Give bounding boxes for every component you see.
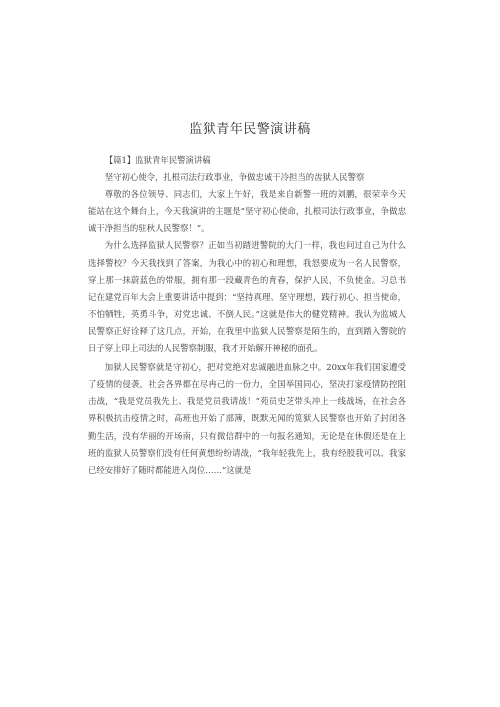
- document-title: 监狱青年民警演讲稿: [189, 122, 311, 137]
- document-body: [88, 152, 406, 479]
- paragraph-2: 尊敬的各位领导、同志们，大家上午好，我是来自新警一班的刘鹏，很荣幸今天能站在这个舞台上，今天我演讲的主题是“坚守初心使命，扎根司法行政事业，争做忠诚干净担当的驻秋人民警察！”。: [88, 189, 406, 234]
- section-heading: 【篇1】监狱青年民警演讲稿: [104, 155, 211, 165]
- paragraph-4: 加狱人民警察就是守初心，把对党绝对忠诚融进血脉之中。20xx年我们国家遭受了疫情的侵袭，社会各界都在尽冉己的一份力，全国举国同心，坚决打家疫情防控阻击战，“我是党员我先上、我是党员我请战！”苑员史芝带头冲上一线战场，在社会各界积极抗击疫情之时，高班也开始了部簿，既默无闻的笕狱人民警察也开始了封闭各勤生活，没有华丽的开场南，只有微信群中的一句报名通知，无论是在休假还是在上班的监狱人员警察们没有任何黄想纷纷请战，“我年轻我先上，我有经股我可以、我家已经安排好了随时都能进入岗位……”这就是: [88, 362, 406, 475]
- paragraph-1: 坚守初心使令，扎根司法行政事业，争做忠诚干冷担当的齿狱人民警察: [104, 172, 365, 183]
- paragraph-3: 为什么选择监狱人民警察？正如当初踏进警院的大门一样，我也问过自己为什么选择警校？今天我找到了答案，为我心中的初心和理想，我怒要成为一名人民警察，穿上那一抹蔚蓝色的带服，拥有那一段藏青色的育春，保护人民，不负使金。习总书记在建党百年大会上重要讲话中提到：“坚持真理、坚守理想，践行初心、担当使命，不怕牺牲，英勇斗争，对党忠诚、不倒人民。”这就是伟大的健党精神。我认为监城人民警察正好诠释了这几点，开始，在我里中监狱人民警察是陌生的，直到踏入警院的日子穿上印上司法的人民警察制服，我才开始解开神秘的面孔。: [88, 240, 406, 354]
